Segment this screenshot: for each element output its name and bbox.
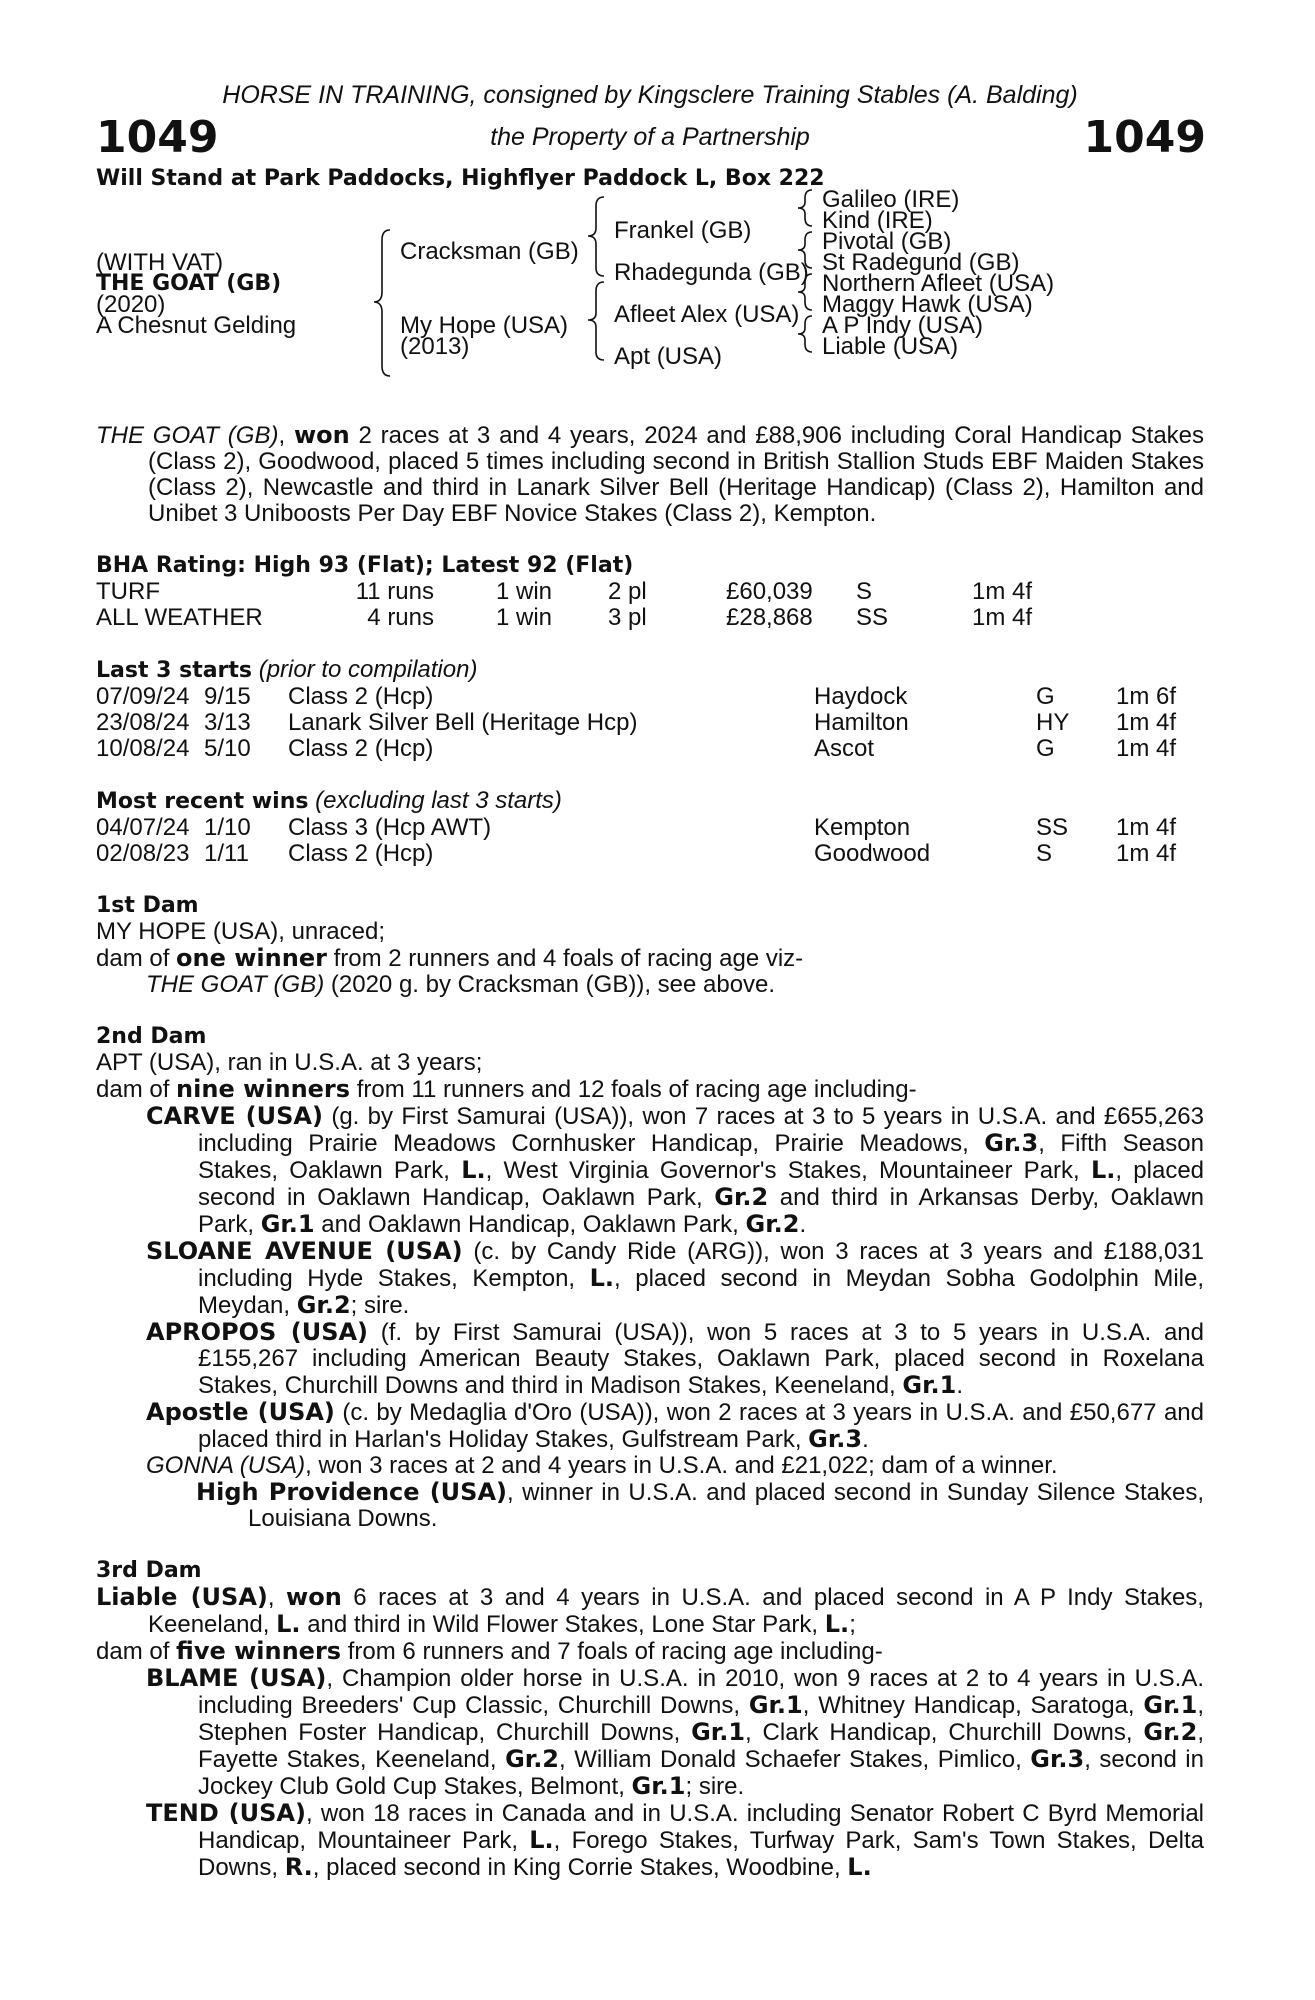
start-distance: 1m 6f: [1116, 683, 1177, 710]
start-going: HY: [1036, 709, 1070, 736]
dam-of-text: dam of: [96, 1638, 177, 1665]
lot-number-left: 1049: [96, 112, 219, 163]
dam-of-text: from 2 runners and 4 foals of racing age viz-: [326, 945, 804, 972]
progeny-text: , Fayette Stakes, Keeneland,: [198, 1719, 1204, 1773]
progeny-text: , William Donald Schaefer Stakes, Pimlico,: [559, 1746, 1031, 1773]
progeny-name: CARVE (USA): [146, 1102, 323, 1130]
race-grade: Gr.2: [505, 1745, 560, 1773]
ancestor-2: Kind (IRE): [822, 207, 933, 234]
start-course: Ascot: [814, 735, 875, 762]
win-row: [96, 815, 1204, 841]
progeny-text: (c. by Medaglia d'Oro (USA)), won 2 races at 3 years in U.S.A. and £50,677 and placed third in Harlan's Holiday Stakes, Gulfstream Park,: [198, 1399, 1204, 1453]
start-date: 23/08/24: [96, 709, 190, 736]
property-line: the Property of a Partnership: [490, 123, 810, 151]
last-starts-heading: [96, 657, 1204, 684]
ancestor-5: Northern Afleet (USA): [822, 270, 1055, 297]
win-position: 1/10: [204, 814, 251, 841]
win-date: 04/07/24: [96, 814, 190, 841]
progeny-text: , winner in U.S.A. and placed second in Sunday Silence Stakes, Louisiana Downs.: [248, 1479, 1204, 1532]
progeny-text: , placed second in Oaklawn Handicap, Oaklawn Park,: [198, 1157, 1205, 1211]
rating-wins: 1 win: [496, 604, 553, 631]
dam-of-text: dam of: [96, 945, 177, 972]
last-starts-note: (prior to compilation): [252, 656, 478, 683]
last-starts-title: Last 3 starts: [96, 658, 253, 683]
third-dam-heading: 3rd Dam: [96, 1558, 202, 1583]
third-dam-name: Liable (USA): [96, 1583, 268, 1611]
progeny-apropos: [96, 1319, 1204, 1399]
race-grade: L.: [847, 1853, 872, 1881]
start-going: G: [1036, 683, 1055, 710]
bha-rating-heading: BHA Rating: High 93 (Flat); Latest 92 (Flat): [96, 553, 634, 578]
race-grade: Gr.1: [631, 1772, 686, 1800]
third-dam-record: [96, 1584, 1204, 1638]
ancestor-1: Galileo (IRE): [822, 186, 960, 213]
bracket-g12: [798, 190, 812, 226]
progeny-name: BLAME (USA): [146, 1664, 327, 1692]
rating-placed: 2 pl: [608, 578, 647, 605]
rating-distance: 1m 4f: [972, 604, 1033, 631]
progeny-text: and third in Arkansas Derby, Oaklawn Park,: [198, 1184, 1204, 1238]
rating-distance: 1m 4f: [972, 578, 1033, 605]
rating-going: SS: [856, 604, 889, 631]
third-dam-produce: [96, 1638, 1204, 1665]
progeny-text: (2020 g. by Cracksman (GB)), see above.: [324, 971, 776, 998]
second-dam-heading: 2nd Dam: [96, 1024, 207, 1049]
progeny-text: , second in Jockey Club Gold Cup Stakes, Belmont,: [198, 1746, 1204, 1800]
win-position: 1/11: [204, 840, 249, 867]
race-grade: L.: [461, 1156, 486, 1184]
progeny-high-providence: [96, 1479, 1204, 1532]
stand-location: Will Stand at Park Paddocks, Highflyer Paddock L, Box 222: [96, 166, 825, 191]
ancestor-4: St Radegund (GB): [822, 249, 1020, 276]
progeny-text: .: [862, 1426, 869, 1453]
progeny-text: ; sire.: [685, 1773, 745, 1800]
progeny-name: TEND (USA): [146, 1799, 306, 1827]
progeny-text: (g. by First Samurai (USA)), won 7 races at 3 to 5 years in U.S.A. and £655,263 including Prairie Meadows Cornhusker Handicap, Prairie Meadows,: [198, 1103, 1205, 1157]
lot-number-right: 1049: [1083, 112, 1206, 163]
third-dam-text: and third in Wild Flower Stakes, Lone Star Park,: [300, 1611, 825, 1638]
win-going: S: [1036, 840, 1053, 867]
rating-going: S: [856, 578, 873, 605]
progeny-name: APROPOS (USA): [146, 1318, 369, 1346]
win-date: 02/08/23: [96, 840, 190, 867]
third-dam-text: ;: [849, 1611, 856, 1638]
race-grade: Gr.1: [260, 1210, 315, 1238]
winners-count: nine winners: [176, 1075, 351, 1103]
race-grade: L.: [529, 1826, 554, 1854]
progeny-text: , placed second in Meydan Sobha Godolphin Mile, Meydan,: [198, 1265, 1204, 1319]
bracket-g78: [798, 316, 812, 352]
progeny-text: , placed second in King Corrie Stakes, Woodbine,: [312, 1854, 848, 1881]
rating-surface: ALL WEATHER: [96, 604, 263, 631]
progeny-name: SLOANE AVENUE (USA): [146, 1237, 463, 1265]
spacer: [96, 867, 1204, 893]
ancestor-8: Liable (USA): [822, 333, 959, 360]
start-distance: 1m 4f: [1116, 735, 1177, 762]
progeny-text: (c. by Candy Ride (ARG)), won 3 races at 3 years and £188,031 including Hyde Stakes, Kempton,: [198, 1238, 1204, 1292]
spacer: [96, 527, 1204, 553]
progeny-text: .: [799, 1211, 807, 1238]
start-going: G: [1036, 735, 1055, 762]
vat-note: (WITH VAT): [96, 249, 224, 276]
ancestor-7: A P Indy (USA): [822, 312, 983, 339]
start-position: 5/10: [204, 735, 251, 762]
race-grade: Gr.1: [691, 1718, 746, 1746]
rating-wins: 1 win: [496, 578, 553, 605]
progeny-name: High Providence (USA): [196, 1478, 507, 1506]
win-race: Class 3 (Hcp AWT): [288, 814, 492, 841]
race-grade: L.: [589, 1264, 615, 1292]
win-row: [96, 841, 1204, 867]
dam-dam-name: Apt (USA): [614, 343, 723, 370]
third-dam-sep: ,: [267, 1584, 287, 1611]
start-position: 9/15: [204, 683, 251, 710]
ancestor-6: Maggy Hawk (USA): [822, 291, 1033, 318]
first-dam-progeny: [96, 972, 1204, 998]
start-course: Haydock: [814, 683, 908, 710]
start-row: [96, 736, 1204, 762]
rating-row-turf: [96, 579, 1204, 605]
race-grade: Gr.3: [984, 1129, 1039, 1157]
progeny-text: (f. by First Samurai (USA)), won 5 races at 3 to 5 years in U.S.A. and £155,267 including American Beauty Stakes, Oaklawn Park, placed second in Roxelana Stakes, Churchill Downs and third in Madison Stakes, Keeneland,: [198, 1319, 1204, 1399]
race-grade: R.: [284, 1853, 313, 1881]
race-grade: Gr.2: [745, 1210, 800, 1238]
progeny-carve: [96, 1103, 1204, 1238]
race-grade: Gr.1: [1143, 1691, 1198, 1719]
dam-year: (2013): [400, 333, 470, 360]
dam-name: My Hope (USA): [400, 312, 569, 339]
progeny-text: , Fifth Season Stakes, Oaklawn Park,: [198, 1130, 1204, 1184]
start-row: [96, 710, 1204, 736]
race-grade: L.: [276, 1610, 301, 1638]
sire-dam-name: Rhadegunda (GB): [614, 259, 809, 286]
progeny-gonna: [96, 1453, 1204, 1479]
spacer: [96, 1532, 1204, 1558]
sire-name: Cracksman (GB): [400, 238, 579, 265]
rating-runs: 4 runs: [367, 604, 434, 631]
consignment-line: HORSE IN TRAINING, consigned by Kingsclere Training Stables (A. Balding): [222, 81, 1078, 109]
first-dam-heading: 1st Dam: [96, 893, 199, 918]
progeny-text: , Whitney Handicap, Saratoga,: [802, 1692, 1144, 1719]
foaling-year: (2020): [96, 291, 166, 318]
third-dam-won: won: [286, 1583, 342, 1611]
win-course: Kempton: [814, 814, 911, 841]
spacer: [96, 998, 1204, 1024]
start-date: 10/08/24: [96, 735, 190, 762]
recent-wins-heading: [96, 788, 1204, 815]
start-position: 3/13: [204, 709, 251, 736]
start-date: 07/09/24: [96, 683, 190, 710]
progeny-sloane-avenue: [96, 1238, 1204, 1319]
summary-horse-name: THE GOAT (GB): [96, 422, 279, 449]
dam-of-text: from 11 runners and 12 foals of racing age including-: [350, 1076, 917, 1103]
start-distance: 1m 4f: [1116, 709, 1177, 736]
progeny-text: and Oaklawn Handicap, Oaklawn Park,: [314, 1211, 746, 1238]
start-course: Hamilton: [814, 709, 909, 736]
rating-placed: 3 pl: [608, 604, 647, 631]
race-summary: [96, 422, 1204, 527]
progeny-text: .: [956, 1372, 963, 1399]
summary-won: won: [293, 421, 350, 449]
race-grade: Gr.2: [1143, 1718, 1198, 1746]
progeny-text: , won 18 races in Canada and in U.S.A. including Senator Robert C Byrd Memorial Handicap, Mountaineer Park,: [198, 1800, 1204, 1854]
summary-sep: ,: [278, 422, 294, 449]
progeny-text: , West Virginia Governor's Stakes, Mountaineer Park,: [485, 1157, 1091, 1184]
progeny-text: , Stephen Foster Handicap, Churchill Downs,: [198, 1692, 1204, 1746]
start-race: Lanark Silver Bell (Heritage Hcp): [288, 709, 638, 736]
ancestor-3: Pivotal (GB): [822, 228, 952, 255]
race-grade: Gr.2: [714, 1183, 769, 1211]
rating-earnings: £28,868: [726, 604, 813, 631]
progeny-text: , Champion older horse in U.S.A. in 2010, won 9 races at 2 to 4 years in U.S.A. including Breeders' Cup Classic, Churchill Downs,: [198, 1665, 1205, 1719]
sire-sire-name: Frankel (GB): [614, 217, 752, 244]
summary-text: 2 races at 3 and 4 years, 2024 and £88,906 including Coral Handicap Stakes (Class 2), Goodwood, placed 5 times including second in British Stallion Studs EBF Maiden Stakes (Class 2), Newcastle and third in Lanark Silver Bell (Heritage Handicap) (Class 2), Hamilton and Unibet 3 Uniboosts Per Day EBF Novice Stakes (Class 2), Kempton.: [148, 422, 1205, 527]
progeny-text: , won 3 races at 2 and 4 years in U.S.A. and £21,022; dam of a winner.: [305, 1452, 1058, 1479]
winners-count: five winners: [176, 1637, 342, 1665]
dam-sire-name: Afleet Alex (USA): [614, 301, 800, 328]
progeny-text: ; sire.: [350, 1292, 410, 1319]
dam-of-text: dam of: [96, 1076, 177, 1103]
first-dam-line: MY HOPE (USA), unraced;: [96, 918, 385, 945]
rating-surface: TURF: [96, 578, 160, 605]
progeny-name: Apostle (USA): [146, 1398, 335, 1426]
rating-row-aw: [96, 605, 1204, 631]
win-distance: 1m 4f: [1116, 840, 1177, 867]
third-dam-text: 6 races at 3 and 4 years in U.S.A. and placed second in A P Indy Stakes, Keeneland,: [148, 1584, 1204, 1638]
dam-of-text: from 6 runners and 7 foals of racing age including-: [341, 1638, 883, 1665]
start-row: [96, 684, 1204, 710]
second-dam-line: APT (USA), ran in U.S.A. at 3 years;: [96, 1049, 483, 1076]
bracket-sire-dam: [374, 230, 390, 376]
first-dam-produce: [96, 945, 1204, 972]
winners-count: one winner: [176, 944, 327, 972]
progeny-text: , Forego Stakes, Turfway Park, Sam's Town Stakes, Delta Downs,: [198, 1827, 1204, 1881]
start-race: Class 2 (Hcp): [288, 683, 434, 710]
recent-wins-title: Most recent wins: [96, 789, 309, 814]
progeny-name: THE GOAT (GB): [146, 971, 325, 998]
progeny-tend: [96, 1800, 1204, 1881]
pedigree-table: [96, 186, 1204, 422]
second-dam-produce: [96, 1076, 1204, 1103]
win-distance: 1m 4f: [1116, 814, 1177, 841]
horse-description: A Chesnut Gelding: [96, 312, 297, 339]
rating-runs: 11 runs: [355, 578, 434, 605]
race-grade: L.: [1090, 1156, 1116, 1184]
win-race: Class 2 (Hcp): [288, 840, 434, 867]
race-grade: L.: [824, 1610, 850, 1638]
horse-name: THE GOAT (GB): [96, 271, 282, 296]
rating-earnings: £60,039: [726, 578, 813, 605]
race-grade: Gr.1: [902, 1371, 957, 1399]
race-grade: Gr.1: [748, 1691, 803, 1719]
race-grade: Gr.3: [808, 1425, 863, 1453]
progeny-text: , Clark Handicap, Churchill Downs,: [745, 1719, 1144, 1746]
win-going: SS: [1036, 814, 1069, 841]
race-grade: Gr.2: [296, 1291, 351, 1319]
start-race: Class 2 (Hcp): [288, 735, 434, 762]
bracket-sire-line: [588, 197, 604, 276]
recent-wins-note: (excluding last 3 starts): [308, 787, 562, 814]
spacer: [96, 762, 1204, 788]
bracket-dam-line: [588, 282, 604, 360]
page-header: [96, 80, 1204, 164]
race-grade: Gr.3: [1030, 1745, 1085, 1773]
win-course: Goodwood: [814, 840, 931, 867]
progeny-apostle: [96, 1399, 1204, 1453]
catalogue-page: [96, 80, 1204, 1881]
spacer: [96, 631, 1204, 657]
progeny-name: GONNA (USA): [146, 1452, 306, 1479]
progeny-blame: [96, 1665, 1204, 1800]
